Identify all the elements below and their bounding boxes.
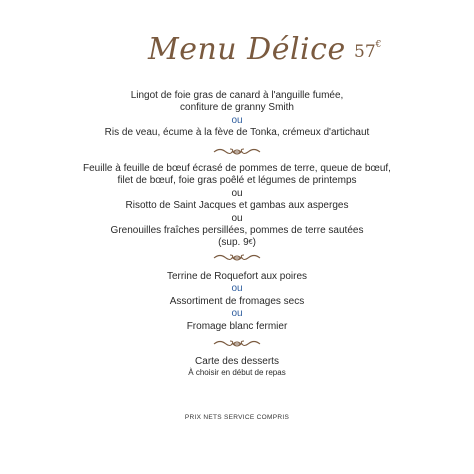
main-line: Risotto de Saint Jacques et gambas aux asperges xyxy=(125,200,349,212)
desserts-title: Carte des desserts xyxy=(195,356,279,367)
starter-line: confiture de granny Smith xyxy=(180,102,294,114)
starters-section xyxy=(0,90,474,140)
cheese-line: Fromage blanc fermier xyxy=(186,320,288,332)
menu-price: 57€ xyxy=(354,40,382,62)
or-separator: ou xyxy=(231,187,243,199)
starter-line: Ris de veau, écume à la fève de Tonka, crémeux d'artichaut xyxy=(104,127,370,139)
main-line: Grenouilles fraîches persillées, pommes de terre sautées xyxy=(110,225,364,237)
mains-section xyxy=(0,163,474,250)
starter-line: Lingot de foie gras de canard à l'anguille fumée, xyxy=(130,90,344,101)
supplement-note: (sup. 9€) xyxy=(218,237,256,249)
cheese-line: Terrine de Roquefort aux poires xyxy=(166,271,308,282)
menu-title: Menu Délice xyxy=(148,32,346,67)
ornament-divider-icon xyxy=(212,251,262,265)
or-separator: ou xyxy=(231,212,243,224)
ornament-divider-icon xyxy=(212,145,262,159)
cheese-line: Assortiment de fromages secs xyxy=(169,295,305,307)
footer-note: PRIX NETS SERVICE COMPRIS xyxy=(184,414,290,421)
menu-header xyxy=(0,30,474,80)
main-line: filet de bœuf, foie gras poêlé et légumes de printemps xyxy=(117,175,357,187)
ornament-divider-icon xyxy=(212,337,262,351)
main-line: Feuille à feuille de bœuf écrasé de pommes de terre, queue de bœuf, xyxy=(83,163,391,174)
or-separator: ou xyxy=(231,283,243,295)
or-separator: ou xyxy=(231,308,243,320)
cheese-section xyxy=(0,271,474,333)
or-separator: ou xyxy=(231,114,243,126)
desserts-section xyxy=(0,356,474,378)
desserts-note: À choisir en début de repas xyxy=(188,368,286,378)
